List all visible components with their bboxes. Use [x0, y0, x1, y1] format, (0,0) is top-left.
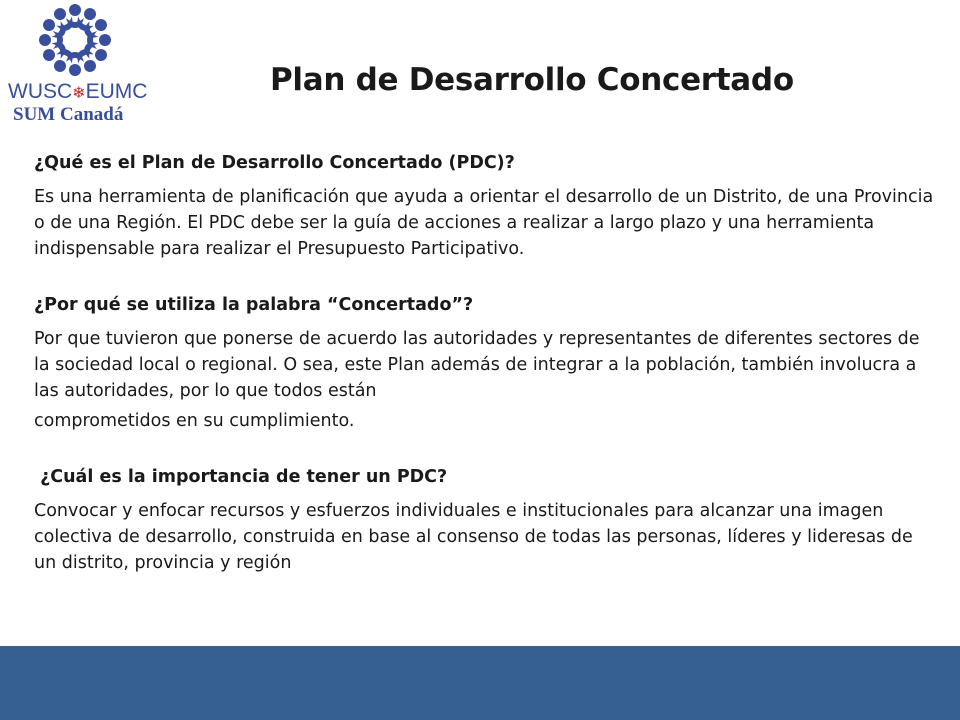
page-title: Plan de Desarrollo Concertado: [270, 62, 794, 98]
logo-wordmark: [8, 80, 158, 104]
people-circle-icon: [0, 0, 165, 82]
answer-1: Es una herramienta de planificación que ayuda a orientar el desarrollo de un Distrito, de una Provincia o de una Región. El PDC debe ser la guía de acciones a realizar a largo plazo y una herramienta indispensable para realizar el Presupuesto Participativo.: [34, 187, 934, 259]
logo-subtitle: SUM Canadá: [13, 104, 124, 125]
answer-3: Convocar y enfocar recursos y esfuerzos individuales e institucionales para alcanzar una imagen colectiva de desarrollo, construida en base al consenso de todas las personas, líderes y lideresas de un distrito, provincia y región: [34, 501, 913, 573]
answer-2: Por que tuvieron que ponerse de acuerdo las autoridades y representantes de diferentes sectores de la sociedad local o regional. O sea, este Plan además de integrar a la población, también involucra a las autoridades, por lo que todos están: [34, 329, 920, 401]
wusc-eumc-logo: [0, 0, 165, 140]
maple-leaf-icon: ❄: [72, 85, 86, 102]
footer-bar: [0, 646, 960, 720]
document-body: [34, 150, 939, 576]
question-1: ¿Qué es el Plan de Desarrollo Concertado (PDC)?: [34, 153, 515, 173]
logo-wusc: WUSC: [8, 80, 73, 103]
answer-2-continued: comprometidos en su cumplimiento.: [34, 411, 355, 431]
logo-eumc: EUMC: [85, 80, 148, 103]
question-3: ¿Cuál es la importancia de tener un PDC?: [34, 467, 448, 487]
question-2: ¿Por qué se utiliza la palabra “Concertado”?: [34, 295, 474, 315]
